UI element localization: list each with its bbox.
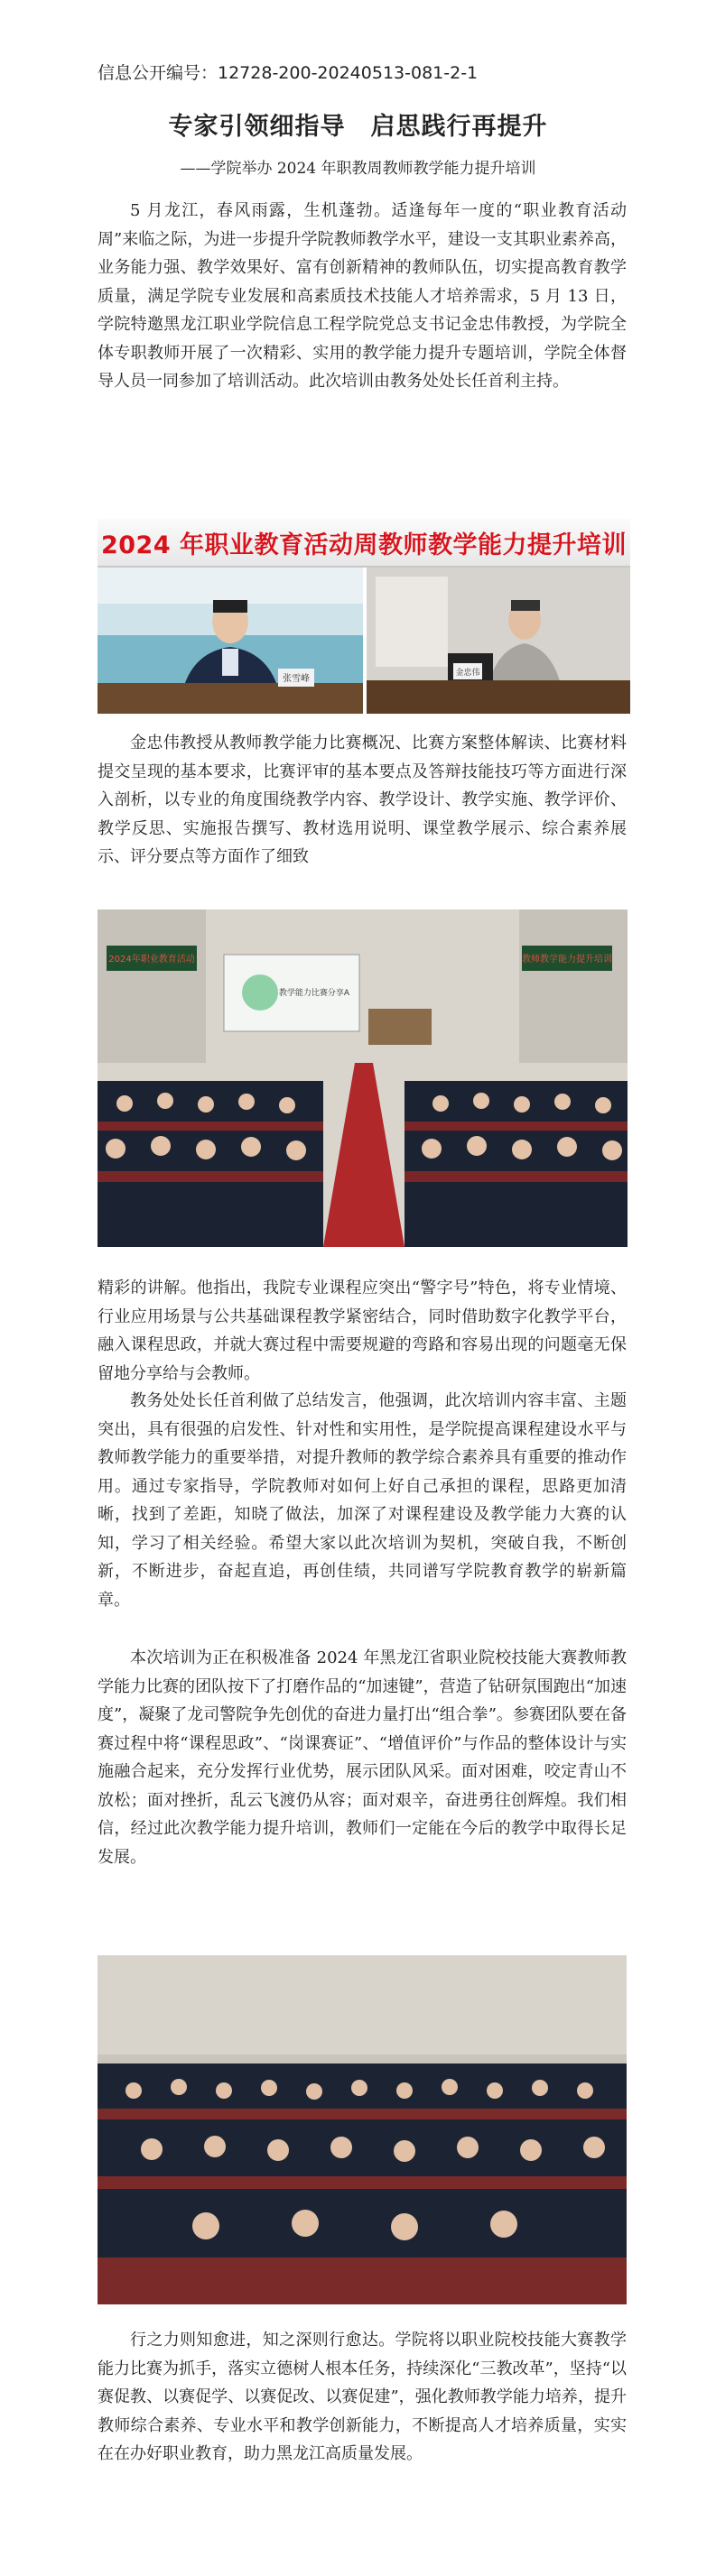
- article-subtitle: ——学院举办 2024 年职教周教师教学能力提升培训: [180, 160, 536, 178]
- paragraph-3: 精彩的讲解。他指出，我院专业课程应突出“警字号”特色，将专业情境、行业应用场景与公共基础课程教学紧密结合，同时借助数字化教学平台，融入课程思政，并就大赛过程中需要规避的弯路和容易出现的问题毫无保留地分享给与会教师。: [98, 1279, 627, 1383]
- photo-speaker-host: [98, 568, 363, 714]
- article-title: 专家引领细指导 启思践行再提升: [168, 113, 548, 141]
- screen-text: 教学能力比赛分享A: [278, 989, 350, 998]
- paragraph-6: 行之力则知愈进，知之深则行愈达。学院将以职业院校技能大赛教学能力比赛为抓手，落实立德树人根本任务，持续深化“三教改革”，坚持“以赛促教、以赛促学、以赛促改、以赛促建”，强化教师教学能力培养，提升教师综合素养、专业水平和教学创新能力，不断提高人才培养质量，实实在在办好职业教育，助力黑龙江高质量发展。: [98, 2331, 627, 2463]
- slide-left-label: 2024年职业教育活动: [108, 955, 195, 965]
- paragraph-5: 本次培训为正在积极准备 2024 年黑龙江省职业院校技能大赛教师教学能力比赛的团队按下了打磨作品的“加速键”，营造了钻研氛围跑出“加速度”，凝聚了龙司警院争先创优的奋进力量打出“组合拳”。参赛团队要在备赛过程中将“课程思政”、“岗课赛证”、“增值评价”与作品的整体设计与实施融合起来，充分发挥行业优势，展示团队风采。面对困难，咬定青山不放松；面对挫折，乱云飞渡仍从容；面对艰辛，奋进勇往创辉煌。我们相信，经过此次教学能力提升培训，教师们一定能在今后的教学中取得长足发展。: [98, 1648, 627, 1867]
- photo-audience: [98, 1955, 627, 2304]
- paragraph-1: 5 月龙江，春风雨露，生机蓬勃。适逢每年一度的“职业教育活动周”来临之际，为进一步提升学院教师教学水平，建设一支其职业素养高，业务能力强、教学效果好、富有创新精神的教师队伍，切实提高教育教学质量，满足学院专业发展和高素质技术技能人才培养需求，5 月 13 日，学院特邀黑龙江职业学院信息工程学院党总支书记金忠伟教授，为学院全体专职教师开展了一次精彩、实用的教学能力提升专题培训，学院全体督导人员一同参加了培训活动。此次培训由教务处处长任首利主持。: [98, 201, 627, 391]
- photo-speaker-expert: [367, 568, 630, 714]
- training-banner: [98, 519, 630, 568]
- banner-text: 2024 年职业教育活动周教师教学能力提升培训: [100, 531, 628, 559]
- info-public-id: 信息公开编号：12728-200-20240513-081-2-1: [98, 63, 479, 83]
- photo-lecture-hall: [98, 909, 628, 1247]
- nameplate-left: 张雪峰: [283, 674, 310, 684]
- paragraph-2: 金忠伟教授从教师教学能力比赛概况、比赛方案整体解读、比赛材料提交呈现的基本要求，比赛评审的基本要点及答辩技能技巧等方面进行深入剖析，以专业的角度围绕教学内容、教学设计、教学实施、教学评价、教学反思、实施报告撰写、教材选用说明、课堂教学展示、综合素养展示、评分要点等方面作了细致: [98, 734, 627, 866]
- slide-right-label: 教师教学能力提升培训: [522, 955, 612, 965]
- nameplate-right: 金忠伟: [455, 669, 480, 678]
- paragraph-4: 教务处处长任首利做了总结发言，他强调，此次培训内容丰富、主题突出，具有很强的启发性、针对性和实用性，是学院提高课程建设水平与教师教学能力的重要举措，对提升教师的教学综合素养具有重要的推动作用。通过专家指导，学院教师对如何上好自己承担的课程，思路更加清晰，找到了差距，知晓了做法，加深了对课程建设及教学能力大赛的认知，学习了相关经验。希望大家以此次培训为契机，突破自我，不断创新，不断进步，奋起直追，再创佳绩，共同谱写学院教育教学的崭新篇章。: [98, 1391, 627, 1610]
